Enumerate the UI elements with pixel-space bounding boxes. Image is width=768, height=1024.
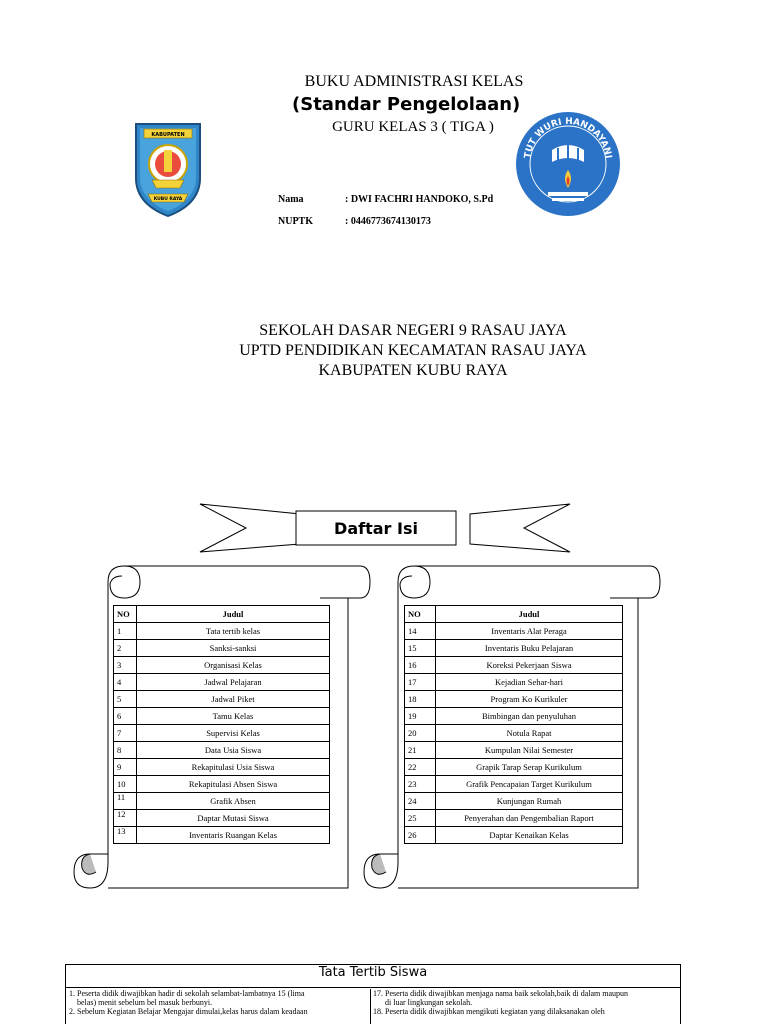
toc-col-title: Judul <box>137 606 330 623</box>
toc-row-title: Tamu Kelas <box>137 708 330 725</box>
toc-row <box>405 810 623 827</box>
toc-row-title: Grafik Absen <box>137 793 330 810</box>
toc-row <box>405 776 623 793</box>
toc-row-no: 20 <box>405 725 436 742</box>
toc-row-no: 13 <box>114 827 137 844</box>
toc-row-title: Rekapitulasi Usia Siswa <box>137 759 330 776</box>
toc-col-no: NO <box>405 606 436 623</box>
rules-left-column <box>69 989 367 1016</box>
toc-row <box>114 691 330 708</box>
toc-row-title: Program Ko Kurikuler <box>436 691 623 708</box>
toc-title: Daftar Isi <box>334 518 418 538</box>
toc-row <box>405 623 623 640</box>
toc-row <box>405 674 623 691</box>
toc-row-title: Data Usia Siswa <box>137 742 330 759</box>
toc-row <box>114 657 330 674</box>
school-name: SEKOLAH DASAR NEGERI 9 RASAU JAYA <box>259 322 567 339</box>
toc-row-no: 2 <box>114 640 137 657</box>
toc-row-title: Notula Rapat <box>436 725 623 742</box>
toc-row-no: 18 <box>405 691 436 708</box>
toc-row-no: 1 <box>114 623 137 640</box>
left-logo-top-text: KABUPATEN <box>151 132 185 138</box>
toc-row-no: 17 <box>405 674 436 691</box>
toc-row-no: 11 <box>114 793 137 810</box>
toc-row <box>405 742 623 759</box>
toc-row-no: 15 <box>405 640 436 657</box>
toc-row-no: 24 <box>405 793 436 810</box>
toc-table-right <box>404 605 623 844</box>
toc-row <box>114 810 330 827</box>
toc-row <box>114 674 330 691</box>
toc-row-title: Kejadian Sehar-hari <box>436 674 623 691</box>
toc-row-title: Grafik Pencapaian Target Kurikulum <box>436 776 623 793</box>
document-title: BUKU ADMINISTRASI KELAS <box>304 73 524 90</box>
rules-line: 2. Sebelum Kegiatan Belajar Mengajar dimulai,kelas harus dalam keadaan <box>69 1007 308 1016</box>
toc-row-no: 6 <box>114 708 137 725</box>
toc-row-no: 8 <box>114 742 137 759</box>
toc-row-title: Jadwal Pelajaran <box>137 674 330 691</box>
toc-row <box>405 708 623 725</box>
rules-line: belas) menit sebelum bel masuk berbunyi. <box>69 998 213 1007</box>
toc-row-title: Kumpulan Nilai Semester <box>436 742 623 759</box>
toc-row <box>405 793 623 810</box>
toc-table-left <box>113 605 330 844</box>
toc-row-no: 14 <box>405 623 436 640</box>
nuptk-label: NUPTK <box>278 216 313 227</box>
rules-box <box>65 964 681 1024</box>
toc-row-title: Penyerahan dan Pengembalian Raport <box>436 810 623 827</box>
toc-row <box>405 827 623 844</box>
toc-row-no: 16 <box>405 657 436 674</box>
toc-row-title: Daptar Mutasi Siswa <box>137 810 330 827</box>
document-subtitle: (Standar Pengelolaan) <box>292 94 521 115</box>
toc-row-title: Organisasi Kelas <box>137 657 330 674</box>
toc-row-title: Inventaris Ruangan Kelas <box>137 827 330 844</box>
toc-row-no: 5 <box>114 691 137 708</box>
toc-row-title: Kunjungan Rumah <box>436 793 623 810</box>
school-regency: KABUPATEN KUBU RAYA <box>318 362 508 379</box>
rules-column-divider <box>370 989 371 1024</box>
toc-row-title: Grapik Tarap Serap Kurikulum <box>436 759 623 776</box>
toc-row <box>405 691 623 708</box>
left-logo-bottom-text: KUBU RAYA <box>153 197 183 202</box>
toc-row-title: Sanksi-sanksi <box>137 640 330 657</box>
tut-wuri-handayani-logo <box>512 104 624 220</box>
toc-row-no: 22 <box>405 759 436 776</box>
toc-row <box>114 793 330 810</box>
toc-row <box>114 742 330 759</box>
toc-row-no: 21 <box>405 742 436 759</box>
toc-row <box>405 657 623 674</box>
rules-line: di luar lingkungan sekolah. <box>373 998 473 1007</box>
toc-header-row <box>114 606 330 623</box>
toc-row-no: 19 <box>405 708 436 725</box>
toc-row-no: 7 <box>114 725 137 742</box>
toc-row <box>114 725 330 742</box>
toc-row-title: Inventaris Alat Peraga <box>436 623 623 640</box>
toc-row-title: Supervisi Kelas <box>137 725 330 742</box>
toc-row-no: 23 <box>405 776 436 793</box>
toc-row-title: Daptar Kenaikan Kelas <box>436 827 623 844</box>
toc-row <box>114 623 330 640</box>
toc-row-title: Jadwal Piket <box>137 691 330 708</box>
toc-row-no: 4 <box>114 674 137 691</box>
toc-row <box>114 640 330 657</box>
school-uptd: UPTD PENDIDIKAN KECAMATAN RASAU JAYA <box>239 342 587 359</box>
toc-row <box>114 827 330 844</box>
rules-line: 18. Peserta didik diwajibkan mengikuti kegiatan yang dilaksanakan oleh <box>373 1007 605 1016</box>
toc-row <box>114 708 330 725</box>
toc-col-no: NO <box>114 606 137 623</box>
toc-row-no: 3 <box>114 657 137 674</box>
toc-row-title: Bimbingan dan penyuluhan <box>436 708 623 725</box>
rules-title: Tata Tertib Siswa <box>66 965 680 988</box>
rules-line: 17. Peserta didik diwajibkan menjaga nama baik sekolah,baik di dalam maupun <box>373 989 629 998</box>
toc-row <box>405 725 623 742</box>
kubu-raya-emblem-logo <box>130 120 206 218</box>
toc-row <box>405 759 623 776</box>
toc-row-no: 12 <box>114 810 137 827</box>
toc-row-title: Koreksi Pekerjaan Siswa <box>436 657 623 674</box>
name-label: Nama <box>278 194 304 205</box>
toc-header-row <box>405 606 623 623</box>
name-value: : DWI FACHRI HANDOKO, S.Pd <box>345 194 494 205</box>
rules-right-column <box>373 989 679 1016</box>
nuptk-value: : 0446773674130173 <box>345 216 431 227</box>
toc-row <box>405 640 623 657</box>
rules-line: 1. Peserta didik diwajibkan hadir di sekolah selambat-lambatnya 15 (lima <box>69 989 305 998</box>
toc-row-no: 9 <box>114 759 137 776</box>
toc-row-title: Inventaris Buku Pelajaran <box>436 640 623 657</box>
toc-row-title: Tata tertib kelas <box>137 623 330 640</box>
document-class-title: GURU KELAS 3 ( TIGA ) <box>332 119 494 135</box>
right-logo-text: TUT WURI HANDAYANI <box>523 116 613 160</box>
toc-row-no: 26 <box>405 827 436 844</box>
toc-row <box>114 776 330 793</box>
toc-row-no: 25 <box>405 810 436 827</box>
toc-col-title: Judul <box>436 606 623 623</box>
toc-row <box>114 759 330 776</box>
toc-row-title: Rekapitulasi Absen Siswa <box>137 776 330 793</box>
toc-row-no: 10 <box>114 776 137 793</box>
